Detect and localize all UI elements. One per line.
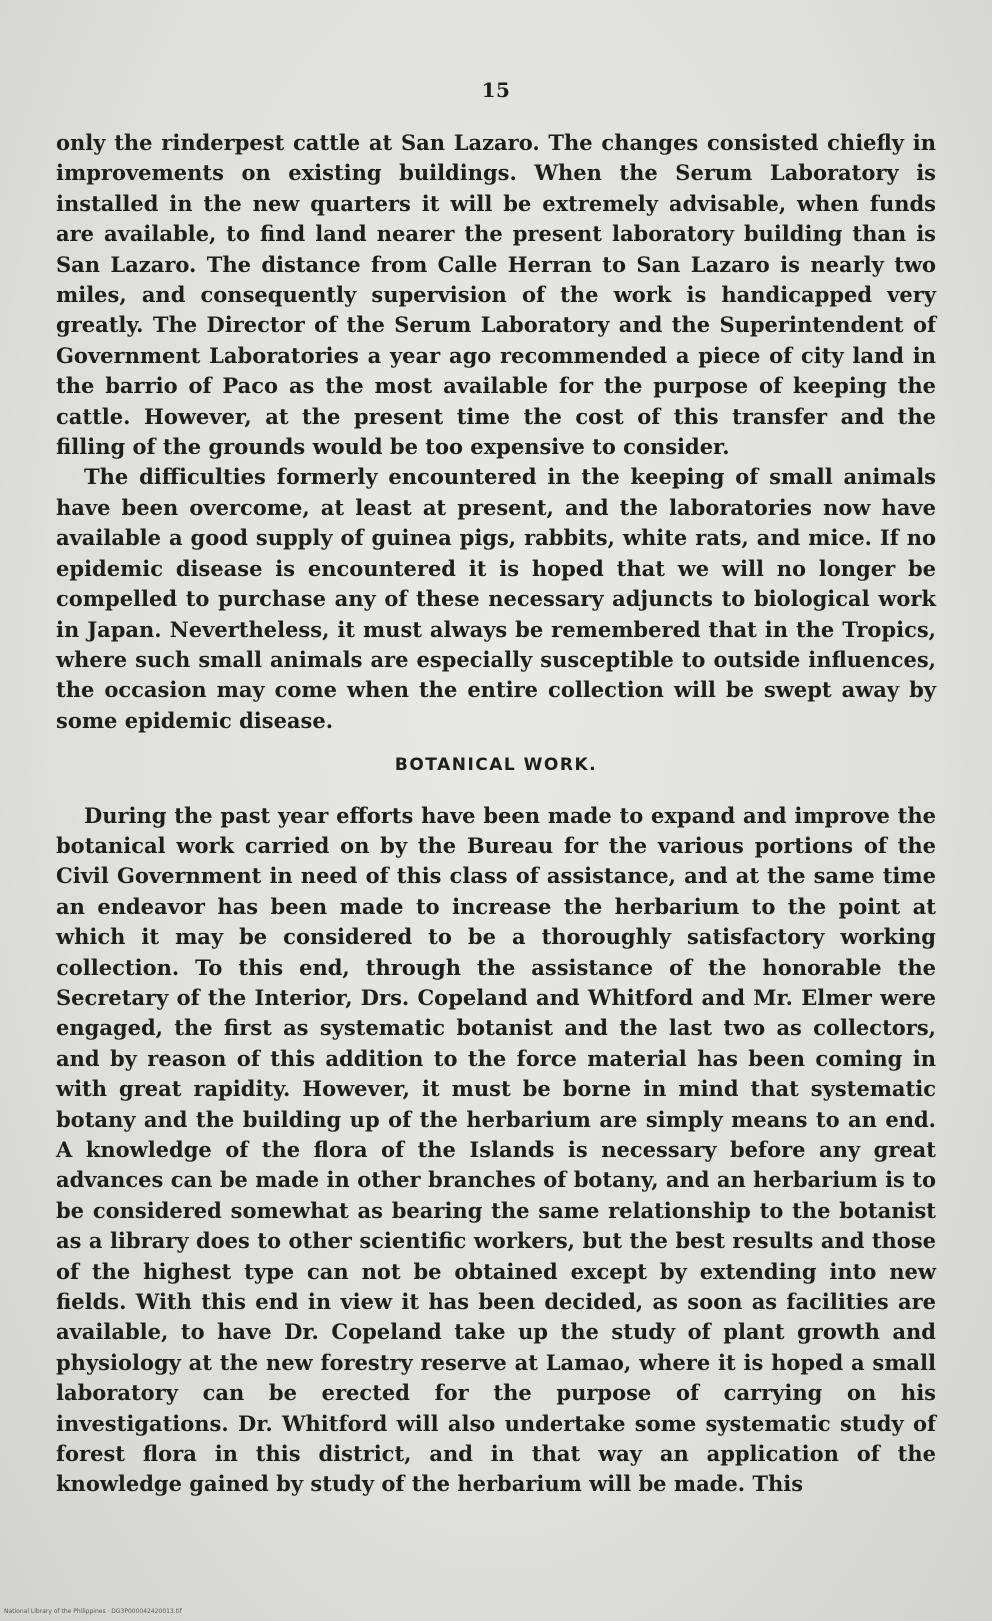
scan-credit: National Library of the Philippines · DG3P000042420013.tif — [4, 1608, 182, 1615]
page-number: 15 — [481, 78, 511, 102]
paragraph-botanical-work: During the past year efforts have been made to expand and improve the botanical work carried on by the Bureau for the various portions of the Civil Government in need of this class of assistance, and at the same time an endeavor has been made to increase the herbarium to the point at which it may be considered to be a thoroughly satisfactory working collection. To this end, through the assistance of the honorable the Secretary of the Interior, Drs. Copeland and Whitford and Mr. Elmer were engaged, the first as systematic botanist and the last two as collectors, and by reason of this addition to the force material has been coming in with great rapidity. However, it must be borne in mind that systematic botany and the building up of the herbarium are simply means to an end. A knowledge of the flora of the Islands is necessary before any great advances can be made in other branches of botany, and an herbarium is to be considered somewhat as bearing the same relationship to the botanist as a library does to other scientific workers, but the best results and those of the highest type can not be obtained except by extending into new fields. With this end in view it has been decided, as soon as facilities are available, to have Dr. Copeland take up the study of plant growth and physiology at the new forestry reserve at Lamao, where it is hoped a small laboratory can be erected for the purpose of carrying on his investigations. Dr. Whitford will also undertake some systematic study of forest flora in this district, and in that way an application of the knowledge gained by study of the herbarium will be made. This — [56, 802, 936, 1497]
paragraph-small-animals: The difficulties formerly encountered in the keeping of small animals have been overcome, at least at present, and the laboratories now have available a good supply of guinea pigs, rabbits, white rats, and mice. If no epidemic disease is encountered it is hoped that we will no longer be compelled to purchase any of these necessary adjuncts to biological work in Japan. Nevertheless, it must always be remembered that in the Tropics, where such small animals are especially susceptible to outside influences, the occasion may come when the entire collection will be swept away by some epidemic disease. — [56, 464, 936, 733]
section-heading-botanical-work: BOTANICAL WORK. — [394, 755, 598, 776]
body-text — [56, 128, 936, 1500]
paragraph-continued: only the rinderpest cattle at San Lazaro. The changes consisted chiefly in improvements on existing buildings. When the Serum Laboratory is installed in the new quarters it will be extremely advisable, when funds are available, to find land nearer the present laboratory building than is San Lazaro. The distance from Calle Herran to San Lazaro is nearly two miles, and consequently supervision of the work is handicapped very greatly. The Director of the Serum Laboratory and the Superintendent of Government Laboratories a year ago recommended a piece of city land in the barrio of Paco as the most available for the purpose of keeping the cattle. However, at the present time the cost of this transfer and the filling of the grounds would be too expensive to consider. — [56, 130, 936, 460]
